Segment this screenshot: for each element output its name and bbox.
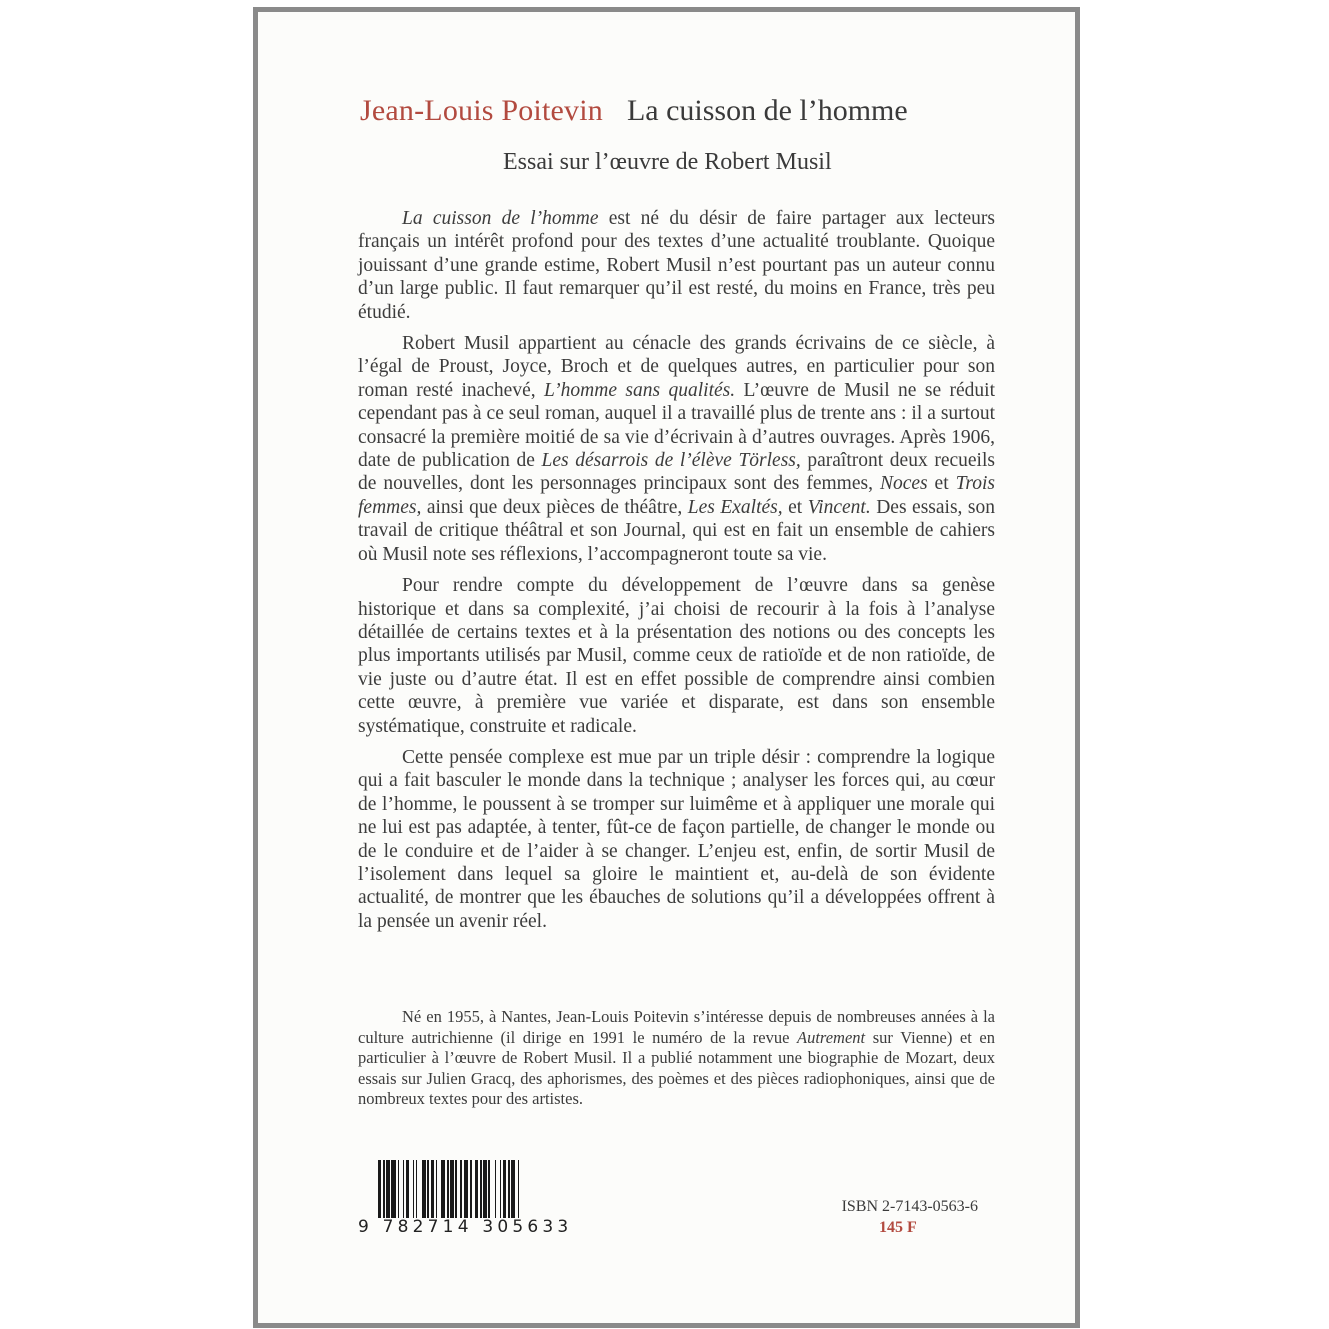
- text-run: L’œuvre de Musil ne se réduit cependant pas à ce seul roman, auquel il a travaillé plus de trente ans : il a surtout consacré la première moitié de sa vie d’écrivain à d’autres ouvrages. Après 1906, date de publication de: [358, 379, 996, 472]
- text-run: Robert Musil appartient au cénacle des grands écrivains de ce siècle, à l’égal de Proust, Joyce, Broch et de quelques autres, en particulier pour son roman resté inachevé,: [358, 333, 995, 401]
- barcode-bars: [378, 1160, 573, 1218]
- barcode-bar: [519, 1160, 521, 1218]
- blurb-paragraph-4: Cette pensée complexe est mue par un triple désir : comprendre la logique qui a fait basculer le monde dans la technique ; analyser les forces qui, au cœur de l’homme, le poussent à se tromper sur luimême et à appliquer une morale qui ne lui est pas adaptée, à tenter, fût-ce de façon partielle, de changer le monde ou de le conduire et de l’aider à se changer. L’enjeu est, enfin, de sortir Musil de l’isolement dans lequel sa gloire le maintient et, au-delà de son évidente actualité, de montrer que les ébauches de solutions qu’il a développées offrent à la pensée un avenir réel.: [358, 746, 995, 932]
- text-run: paraîtront deux recueils de nouvelles, dont les personnages principaux sont des femmes,: [358, 450, 995, 495]
- italic-title: La cuisson de l’homme: [402, 208, 599, 229]
- italic-title: Noces: [879, 473, 928, 495]
- isbn: ISBN 2-7143-0563-6: [841, 1198, 978, 1215]
- italic-title: Trois femmes,: [358, 473, 995, 518]
- italic-title: Les désarrois de l’élève Törless,: [541, 450, 801, 472]
- cover-header: [360, 94, 908, 128]
- bio-paragraph: [358, 1007, 995, 1110]
- book-back-cover: [253, 7, 1080, 1328]
- text-run: est né du désir de faire partager aux lecteurs français un intérêt profond pour des textes d’une actualité troublante. Quoique jouissant d’une grande estime, Robert Musil n’est pourtant pas un auteur connu d’un large public. Il faut remarquer qu’il est resté, du moins en France, très peu étudié.: [358, 208, 996, 323]
- italic-title: Autrement: [797, 1027, 866, 1047]
- italic-title: Les Exaltés,: [687, 496, 783, 518]
- text-run: et: [927, 473, 956, 495]
- text-run: Des essais, son travail de critique théâtral et son Journal, qui est en fait un ensemble de cahiers où Musil note ses réflexions, l’accompagneront toute sa vie.: [358, 496, 995, 565]
- barcode: [358, 1160, 573, 1240]
- author-name: Jean-Louis Poitevin: [360, 94, 603, 127]
- italic-title: Vincent.: [807, 496, 871, 518]
- text-run: Né en 1955, à Nantes, Jean-Louis Poitevin s’intéresse depuis de nombreuses années à la culture autrichienne (il dirige en 1991 le numéro de la revue: [358, 1007, 995, 1047]
- barcode-digits: 9 782714 305633: [358, 1217, 573, 1237]
- italic-title: L’homme sans qualités.: [544, 379, 736, 401]
- book-title: La cuisson de l’homme: [626, 94, 908, 127]
- blurb-paragraph-2: [358, 332, 995, 566]
- text-run: et: [782, 496, 808, 518]
- author-bio: [358, 1007, 995, 1110]
- book-subtitle: Essai sur l’œuvre de Robert Musil: [503, 149, 832, 175]
- blurb-paragraph-3: Pour rendre compte du développement de l’œuvre dans sa genèse historique et dans sa complexité, j’ai choisi de recourir à la fois à l’analyse détaillée de certains textes et à la présentation des notions ou des concepts les plus importants utilisés par Musil, comme ceux de ratioïde et de non ratioïde, de vie juste ou d’autre état. Il est en effet possible de comprendre ainsi combien cette œuvre, à première vue variée et disparate, est dans son ensemble systématique, construite et radicale.: [358, 575, 995, 737]
- price: 145 F: [879, 1219, 917, 1236]
- blurb-text: [358, 207, 995, 933]
- text-run: ainsi que deux pièces de théâtre,: [421, 496, 688, 518]
- text-run: sur Vienne) et en particulier à l’œuvre de Robert Musil. Il a publié notamment une biographie de Mozart, deux essais sur Julien Gracq, des aphorismes, des poèmes et des pièces radiophoniques, ainsi que de nombreux textes pour des artistes.: [358, 1027, 996, 1108]
- blurb-paragraph-1: [358, 207, 995, 324]
